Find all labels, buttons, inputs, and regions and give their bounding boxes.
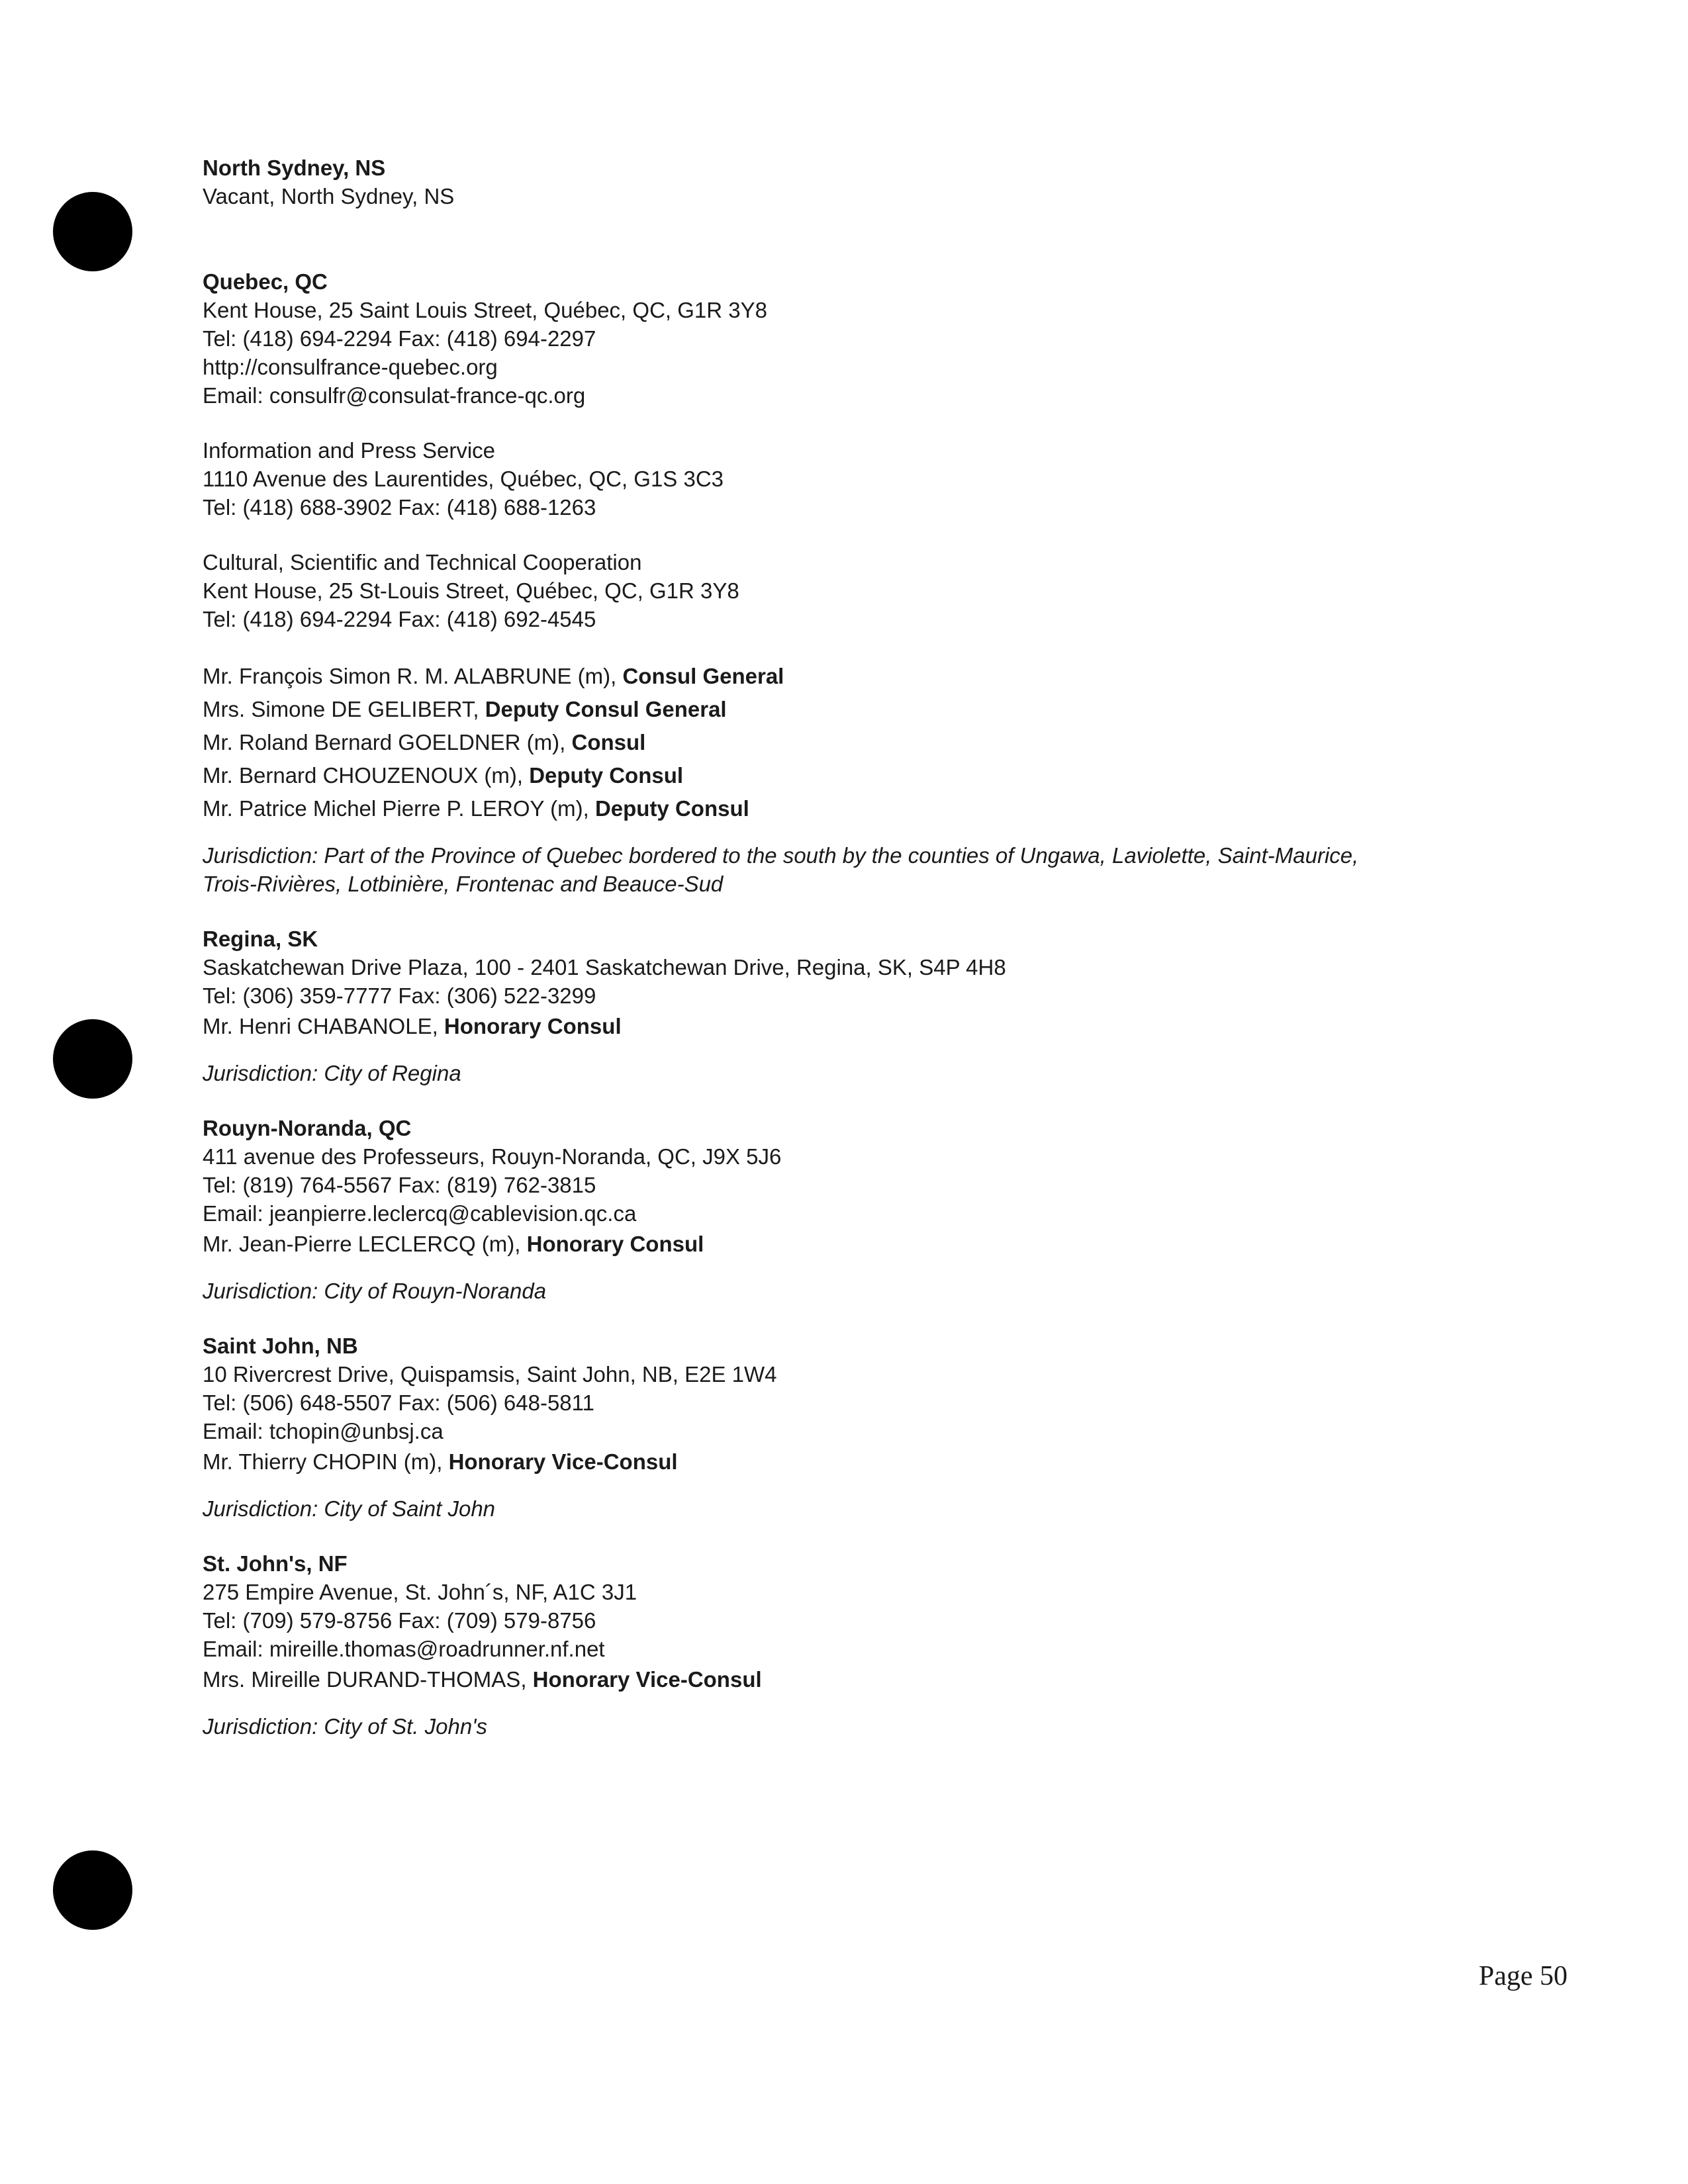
official-row xyxy=(203,1663,1526,1696)
official-title: Deputy Consul xyxy=(529,763,684,788)
email-line: Email: consulfr@consulat-france-qc.org xyxy=(203,383,586,408)
section-regina xyxy=(203,925,1526,1087)
address-line: 10 Rivercrest Drive, Quispamsis, Saint John, NB, E2E 1W4 xyxy=(203,1362,777,1387)
section-north-sydney xyxy=(203,154,1526,210)
press-service-heading: Information and Press Service xyxy=(203,438,496,463)
phone-line: Tel: (418) 694-2294 Fax: (418) 694-2297 xyxy=(203,326,596,351)
email-line: Email: mireille.thomas@roadrunner.nf.net xyxy=(203,1637,605,1661)
jurisdiction-text: Jurisdiction: City of St. John's xyxy=(203,1714,487,1739)
city-heading: Regina, SK xyxy=(203,927,318,951)
jurisdiction-text: Jurisdiction: City of Regina xyxy=(203,1061,461,1085)
website-link: http://consulfrance-quebec.org xyxy=(203,355,498,379)
city-heading: Rouyn-Noranda, QC xyxy=(203,1116,412,1140)
press-service-address: 1110 Avenue des Laurentides, Québec, QC, G1S 3C3 xyxy=(203,467,724,491)
official-row xyxy=(203,1445,1526,1479)
address-line: 411 avenue des Professeurs, Rouyn-Noranda, QC, J9X 5J6 xyxy=(203,1144,782,1169)
official-title: Honorary Consul xyxy=(444,1014,622,1038)
jurisdiction-text: Jurisdiction: City of Rouyn-Noranda xyxy=(203,1279,547,1303)
city-heading: Quebec, QC xyxy=(203,269,328,294)
section-st-johns xyxy=(203,1549,1526,1741)
address-line: Kent House, 25 Saint Louis Street, Québec, QC, G1R 3Y8 xyxy=(203,298,767,322)
official-row xyxy=(203,1228,1526,1261)
address-line: 275 Empire Avenue, St. John´s, NF, A1C 3J1 xyxy=(203,1580,637,1604)
official-title: Deputy Consul xyxy=(594,796,749,821)
city-heading: St. John's, NF xyxy=(203,1551,348,1576)
consulate-listing xyxy=(203,154,1526,1741)
official-row xyxy=(203,792,1526,825)
official-title: Deputy Consul General xyxy=(485,697,727,721)
official-name: Mrs. Mireille DURAND-THOMAS, xyxy=(203,1667,533,1692)
official-name: Mr. Thierry CHOPIN (m), xyxy=(203,1449,449,1474)
official-title: Honorary Vice-Consul xyxy=(532,1667,762,1692)
city-heading: Saint John, NB xyxy=(203,1334,358,1358)
official-name: Mr. Patrice Michel Pierre P. LEROY (m), xyxy=(203,796,595,821)
official-name: Mr. Henri CHABANOLE, xyxy=(203,1014,444,1038)
punch-hole-middle xyxy=(53,1019,132,1099)
punch-hole-bottom xyxy=(53,1850,132,1930)
section-rouyn-noranda xyxy=(203,1114,1526,1305)
phone-line: Tel: (506) 648-5507 Fax: (506) 648-5811 xyxy=(203,1390,594,1415)
official-title: Honorary Consul xyxy=(526,1232,704,1256)
official-name: Mr. Roland Bernard GOELDNER (m), xyxy=(203,730,572,754)
official-title: Consul General xyxy=(622,664,784,688)
official-name: Mr. François Simon R. M. ALABRUNE (m), xyxy=(203,664,623,688)
press-service-phone: Tel: (418) 688-3902 Fax: (418) 688-1263 xyxy=(203,495,596,520)
cooperation-address: Kent House, 25 St-Louis Street, Québec, QC, G1R 3Y8 xyxy=(203,578,739,603)
jurisdiction-text: Jurisdiction: City of Saint John xyxy=(203,1496,496,1521)
official-name: Mr. Bernard CHOUZENOUX (m), xyxy=(203,763,530,788)
jurisdiction-text: Jurisdiction: Part of the Province of Quebec bordered to the south by the counties of Ungawa, Laviolette, Saint-Maurice, xyxy=(203,843,1359,868)
official-row xyxy=(203,660,1526,693)
phone-line: Tel: (709) 579-8756 Fax: (709) 579-8756 xyxy=(203,1608,596,1633)
cooperation-phone: Tel: (418) 694-2294 Fax: (418) 692-4545 xyxy=(203,607,596,631)
jurisdiction-text-continued: Trois-Rivières, Lotbinière, Frontenac and Beauce-Sud xyxy=(203,872,724,896)
official-title: Honorary Vice-Consul xyxy=(448,1449,678,1474)
city-heading: North Sydney, NS xyxy=(203,156,386,180)
punch-hole-top xyxy=(53,192,132,271)
section-quebec xyxy=(203,267,1526,898)
official-row xyxy=(203,726,1526,759)
phone-line: Tel: (306) 359-7777 Fax: (306) 522-3299 xyxy=(203,983,596,1008)
section-saint-john xyxy=(203,1332,1526,1523)
email-line: Email: jeanpierre.leclercq@cablevision.qc.ca xyxy=(203,1201,637,1226)
page-number: Page 50 xyxy=(1478,1961,1568,1991)
email-line: Email: tchopin@unbsj.ca xyxy=(203,1419,444,1443)
address-line: Vacant, North Sydney, NS xyxy=(203,184,455,208)
official-name: Mrs. Simone DE GELIBERT, xyxy=(203,697,485,721)
official-row xyxy=(203,1010,1526,1043)
phone-line: Tel: (819) 764-5567 Fax: (819) 762-3815 xyxy=(203,1173,596,1197)
cooperation-heading: Cultural, Scientific and Technical Cooperation xyxy=(203,550,642,574)
official-row xyxy=(203,693,1526,726)
official-title: Consul xyxy=(571,730,646,754)
official-name: Mr. Jean-Pierre LECLERCQ (m), xyxy=(203,1232,527,1256)
address-line: Saskatchewan Drive Plaza, 100 - 2401 Saskatchewan Drive, Regina, SK, S4P 4H8 xyxy=(203,955,1006,979)
official-row xyxy=(203,759,1526,792)
